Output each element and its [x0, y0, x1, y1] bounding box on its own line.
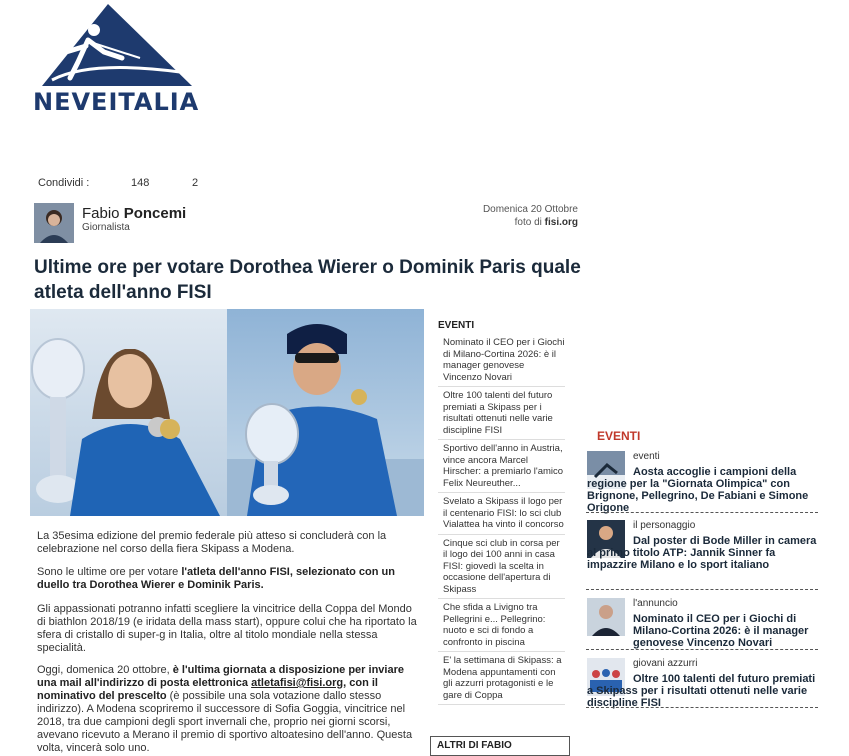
email-link[interactable]: atletafisi@fisi.org: [251, 677, 344, 689]
article-date: Domenica 20 Ottobre: [482, 204, 578, 215]
eventi-list: [438, 336, 565, 707]
sidebar-category: giovani azzurri: [633, 658, 698, 669]
article-paragraph-bold: l'atleta dell'anno FISI, selezionato con un duello tra Dorothea Wierer e Dominik Paris.: [37, 566, 395, 591]
sidebar-category: il personaggio: [633, 520, 696, 531]
share-count-twitter[interactable]: 2: [192, 177, 199, 189]
article-title: Ultime ore per votare Dorothea Wierer o Dominik Paris quale atleta dell'anno FISI: [34, 257, 581, 303]
sidebar-article[interactable]: [586, 658, 818, 714]
sidebar-article[interactable]: [586, 598, 818, 650]
eventi-link[interactable]: E' la settimana di Skipass: a Modena appuntamenti con gli azzurri protagonisti e le gare di Coppa: [438, 654, 565, 705]
author-name[interactable]: [82, 205, 186, 222]
athlete-photo-icon: [30, 309, 227, 516]
article-paragraph-text: (è possibile una sola votazione dallo stesso indirizzo). A Modena scopriremo il successore di Sofia Goggia, vincitrice nel 2018, tra due campioni degli sport invernali che, proprio nei giorni scorsi, avevano ricevuto a Merano il premio di sportivo altoatesino dell'anno. Questa volta, vincerà solo uno.: [37, 690, 413, 754]
photo-dominik-paris: [227, 309, 424, 516]
author-last-name: Poncemi: [123, 205, 187, 222]
sidebar-category: l'annuncio: [633, 598, 678, 609]
athlete-photo-icon: [227, 309, 424, 516]
sidebar-divider: [586, 589, 818, 590]
article-paragraph-bold-text: è l'ultima giornata a disposizione per inviare una mail all'indirizzo di posta elettronica: [37, 664, 404, 689]
eventi-heading: EVENTI: [438, 320, 475, 331]
sidebar-divider: [586, 512, 818, 513]
article-paragraph: La 35esima edizione del premio federale più atteso si concluderà con la celebrazione nel corso della fiera Skipass a Modena.: [37, 530, 387, 555]
eventi-link[interactable]: Svelato a Skipass il logo per il centenario FISI: lo sci club Vialattea ha vinto il concorso: [438, 495, 565, 535]
share-count-facebook[interactable]: 148: [131, 177, 150, 189]
dateline: [420, 203, 578, 229]
eventi-link[interactable]: Nominato il CEO per i Giochi di Milano-Cortina 2026: è il manager genovese Vincenzo Novari: [438, 336, 565, 387]
author-role: Giornalista: [82, 222, 130, 233]
sidebar-title[interactable]: Aosta accoglie i campioni della regione per la "Giornata Olimpica" con Brignone, Pellegrino, De Fabiani e Simone Origone: [587, 466, 809, 514]
sidebar-title[interactable]: Oltre 100 talenti del futuro premiati a Skipass per i risultati ottenuti nelle varie discipline FISI: [587, 673, 816, 709]
article-paragraph-text: Sono le ultime ore per votare: [37, 566, 182, 578]
photo-credit: [420, 216, 578, 229]
sidebar-article[interactable]: [586, 520, 818, 592]
sidebar-divider: [586, 649, 818, 650]
article-paragraph-bold-text: , con il nominativo del prescelto: [37, 677, 378, 702]
article-paragraph: [37, 566, 417, 592]
sidebar-divider: [586, 707, 818, 708]
sidebar-title[interactable]: Nominato il CEO per i Giochi di Milano-Cortina 2026: è il manager genovese Vincenzo Novari: [633, 613, 809, 649]
article-paragraph-text: Oggi, domenica 20 ottobre,: [37, 664, 173, 676]
sidebar-category: eventi: [633, 451, 660, 462]
sidebar-title[interactable]: Dal poster di Bode Miller in camera al primo titolo ATP: Jannik Sinner fa impazzire Milano e lo sport italiano: [587, 535, 817, 571]
photo-dorothea-wierer: [30, 309, 227, 516]
eventi-link[interactable]: Oltre 100 talenti del futuro premiati a Skipass per i risultati ottenuti nelle varie discipline FISI: [438, 389, 565, 440]
sidebar-thumb: [587, 598, 625, 636]
share-label: Condividi :: [38, 177, 90, 189]
author-first-name: Fabio: [82, 205, 120, 222]
sidebar-article[interactable]: [586, 451, 818, 514]
article-paragraph: Gli appassionati potranno infatti scegliere la vincitrice della Coppa del Mondo di biathlon 2018/19 (e iridata della mass start), oppure colui che ha riportato la sfera di cristallo di super-g in Italia, oltre al titolo mondiale nella stessa specialità.: [37, 603, 417, 654]
altri-di-fabio-box[interactable]: ALTRI DI FABIO: [430, 736, 570, 756]
person-icon: [34, 203, 74, 243]
sidebar-heading: EVENTI: [597, 429, 641, 443]
portrait-thumb-icon: [587, 598, 625, 636]
author-avatar[interactable]: [34, 203, 74, 243]
photo-credit-prefix: foto di: [514, 217, 542, 228]
eventi-link[interactable]: Cinque sci club in corsa per il logo dei 100 anni in casa FISI: giovedì la scelta in occasione dell'apertura di Skipass: [438, 537, 565, 600]
brand-wordmark: NEVEITALIA: [33, 88, 200, 116]
eventi-link[interactable]: Sportivo dell'anno in Austria, vince ancora Marcel Hirscher: a premiarlo l'amico Felix Neureuther...: [438, 442, 565, 493]
article-paragraph: [37, 664, 417, 755]
photo-credit-source: fisi.org: [544, 217, 578, 228]
eventi-link[interactable]: Che sfida a Livigno tra Pellegrini e... Pellegrino: nuoto e sci di fondo a confronto in piscina: [438, 601, 565, 652]
